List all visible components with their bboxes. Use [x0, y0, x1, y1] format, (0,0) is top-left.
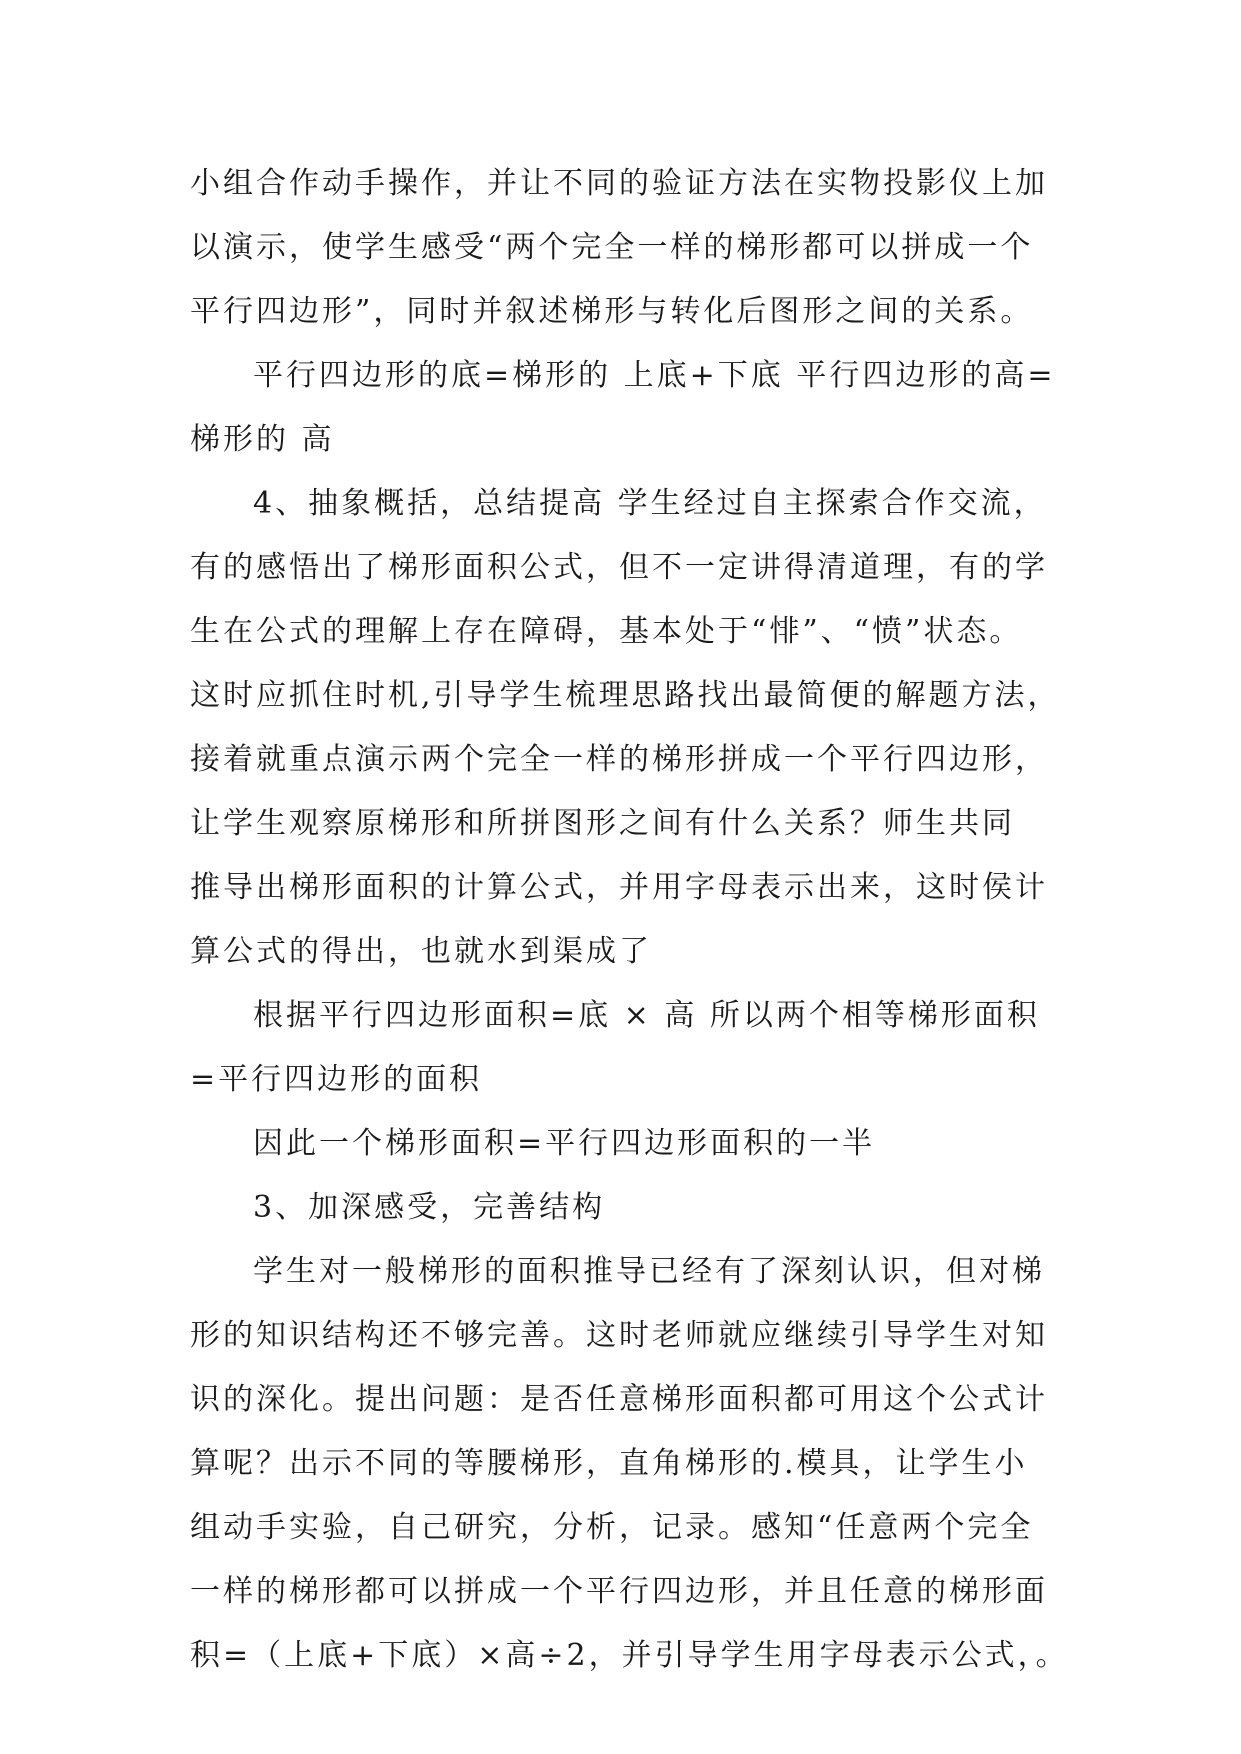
text-line: 平行四边形”，同时并叙述梯形与转化后图形之间的关系。	[190, 294, 1034, 329]
text-line: 根据平行四边形面积=底 × 高 所以两个相等梯形面积	[253, 998, 1040, 1033]
text-line: 让学生观察原梯形和所拼图形之间有什么关系？师生共同	[190, 806, 1015, 841]
text-line: 3、加深感受，完善结构	[253, 1190, 606, 1225]
text-line: 有的感悟出了梯形面积公式，但不一定讲得清道理，有的学	[190, 550, 1048, 585]
text-line: 学生对一般梯形的面积推导已经有了深刻认识，但对梯	[253, 1254, 1045, 1289]
document-body	[190, 152, 1070, 1688]
text-line: 算呢？出示不同的等腰梯形，直角梯形的.模具，让学生小	[190, 1446, 1028, 1481]
text-line: 平行四边形的底=梯形的 上底+下底 平行四边形的高=	[253, 358, 1056, 393]
text-line: 生在公式的理解上存在障碍，基本处于“悱”、“愤”状态。	[190, 614, 1023, 649]
text-line: 这时应抓住时机,引导学生梳理思路找出最简便的解题方法，	[190, 678, 1061, 713]
text-line: 因此一个梯形面积=平行四边形面积的一半	[253, 1126, 876, 1161]
text-line: 推导出梯形面积的计算公式，并用字母表示出来，这时侯计	[190, 870, 1048, 905]
text-line: 梯形的 高	[190, 422, 335, 457]
text-line: 算公式的得出，也就水到渠成了	[190, 934, 652, 969]
text-line: 接着就重点演示两个完全一样的梯形拼成一个平行四边形，	[190, 742, 1048, 777]
text-line: 以演示，使学生感受“两个完全一样的梯形都可以拼成一个	[190, 230, 1034, 265]
text-line: 形的知识结构还不够完善。这时老师就应继续引导学生对知	[190, 1318, 1048, 1353]
text-line: 一样的梯形都可以拼成一个平行四边形，并且任意的梯形面	[190, 1574, 1048, 1609]
text-line: =平行四边形的面积	[190, 1062, 483, 1097]
text-line: 积=（上底+下底）×高÷2，并引导学生用字母表示公式，。	[190, 1638, 1069, 1673]
text-line: 小组合作动手操作，并让不同的验证方法在实物投影仪上加	[190, 166, 1048, 201]
text-line: 4、抽象概括，总结提高 学生经过自主探索合作交流，	[253, 486, 1047, 521]
text-line: 组动手实验，自己研究，分析，记录。感知“任意两个完全	[190, 1510, 1034, 1545]
text-line: 识的深化。提出问题：是否任意梯形面积都可用这个公式计	[190, 1382, 1048, 1417]
